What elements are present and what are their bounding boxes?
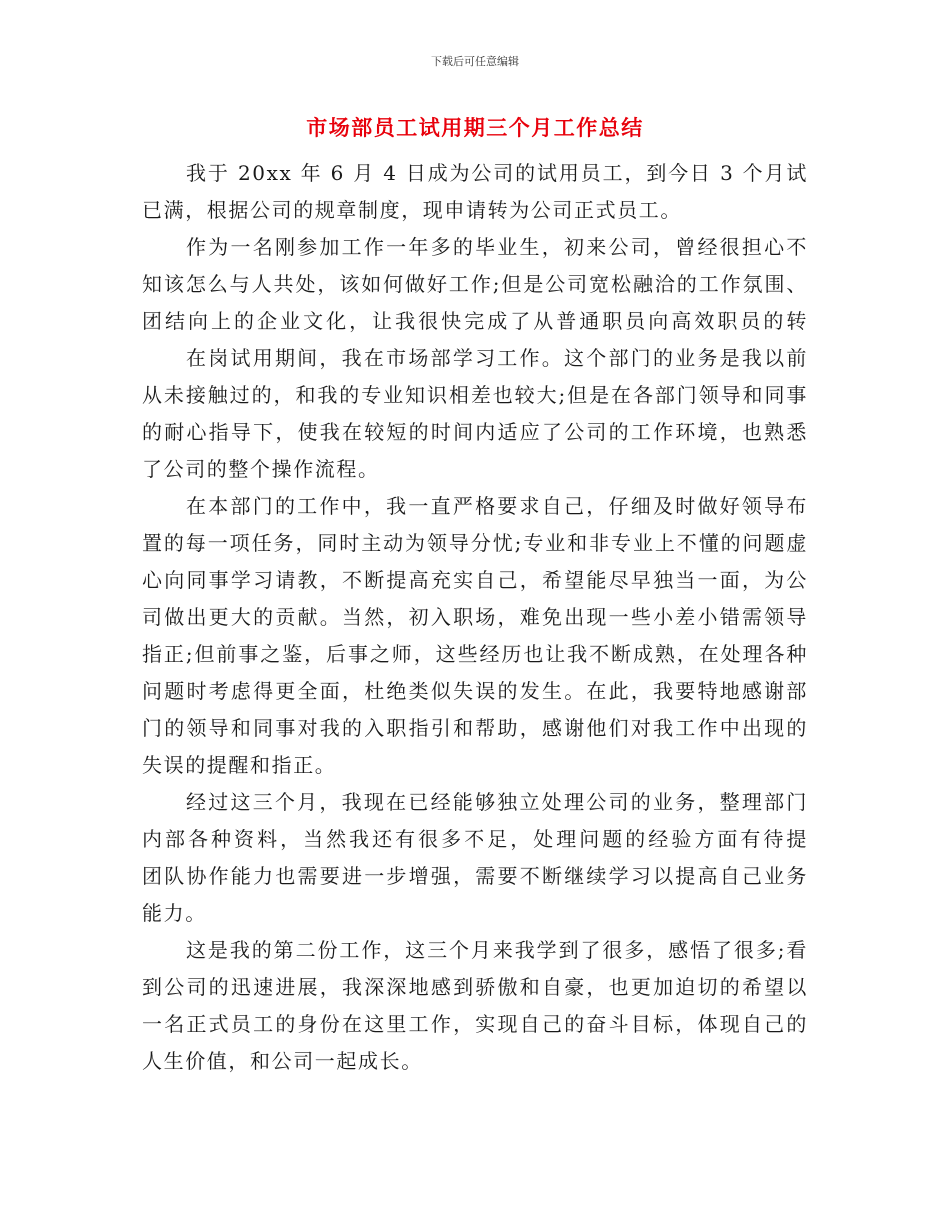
paragraph-line: 经过这三个月，我现在已经能够独立处理公司的业务，整理部门 bbox=[186, 790, 808, 814]
paragraph-line: 心向同事学习请教，不断提高充实自己，希望能尽早独当一面，为公 bbox=[142, 568, 808, 592]
paragraph-line: 的耐心指导下，使我在较短的时间内适应了公司的工作环境，也熟悉 bbox=[142, 420, 808, 444]
header-note: 下载后可任意编辑 bbox=[431, 55, 519, 68]
paragraph-line: 置的每一项任务，同时主动为领导分忧;专业和非专业上不懂的问题虚 bbox=[142, 531, 808, 555]
paragraph-line: 人生价值，和公司一起成长。 bbox=[142, 1049, 423, 1073]
paragraph-line: 从未接触过的，和我的专业知识相差也较大;但是在各部门领导和同事 bbox=[142, 383, 808, 407]
paragraph-6 bbox=[142, 932, 808, 1080]
paragraph-line: 一名正式员工的身份在这里工作，实现自己的奋斗目标，体现自己的 bbox=[142, 1012, 808, 1036]
paragraph-line: 问题时考虑得更全面，杜绝类似失误的发生。在此，我要特地感谢部 bbox=[142, 679, 808, 703]
paragraph-line: 失误的提醒和指正。 bbox=[142, 753, 337, 777]
paragraph-5 bbox=[142, 784, 808, 932]
paragraph-1 bbox=[142, 155, 808, 229]
paragraph-2 bbox=[142, 229, 808, 340]
paragraph-3 bbox=[142, 340, 808, 488]
paragraph-line: 团队协作能力也需要进一步增强，需要不断继续学习以提高自己业务 bbox=[142, 864, 808, 888]
paragraph-line: 在本部门的工作中，我一直严格要求自己，仔细及时做好领导布 bbox=[186, 494, 808, 518]
paragraph-line: 已满，根据公司的规章制度，现申请转为公司正式员工。 bbox=[142, 198, 682, 222]
paragraph-line: 作为一名刚参加工作一年多的毕业生，初来公司，曾经很担心不 bbox=[186, 235, 808, 259]
paragraph-line: 这是我的第二份工作，这三个月来我学到了很多，感悟了很多;看 bbox=[186, 938, 808, 962]
paragraph-line: 了公司的整个操作流程。 bbox=[142, 457, 380, 481]
paragraph-line: 司做出更大的贡献。当然，初入职场，难免出现一些小差小错需领导 bbox=[142, 605, 808, 629]
paragraph-line: 在岗试用期间，我在市场部学习工作。这个部门的业务是我以前 bbox=[186, 346, 808, 370]
paragraph-4 bbox=[142, 488, 808, 784]
paragraph-line: 门的领导和同事对我的入职指引和帮助，感谢他们对我工作中出现的 bbox=[142, 716, 808, 740]
paragraph-line: 我于 20xx 年 6 月 4 日成为公司的试用员工，到今日 3 个月试 bbox=[186, 161, 808, 185]
paragraph-line: 知该怎么与人共处，该如何做好工作;但是公司宽松融洽的工作氛围、 bbox=[142, 272, 808, 296]
paragraph-line: 团结向上的企业文化，让我很快完成了从普通职员向高效职员的转 bbox=[142, 309, 808, 333]
document-body bbox=[142, 155, 808, 1080]
document-title: 市场部员工试用期三个月工作总结 bbox=[306, 116, 644, 140]
paragraph-line: 到公司的迅速进展，我深深地感到骄傲和自豪，也更加迫切的希望以 bbox=[142, 975, 808, 999]
paragraph-line: 能力。 bbox=[142, 901, 207, 925]
paragraph-line: 内部各种资料，当然我还有很多不足，处理问题的经验方面有待提 bbox=[142, 827, 808, 851]
paragraph-line: 指正;但前事之鉴，后事之师，这些经历也让我不断成熟，在处理各种 bbox=[142, 642, 808, 666]
